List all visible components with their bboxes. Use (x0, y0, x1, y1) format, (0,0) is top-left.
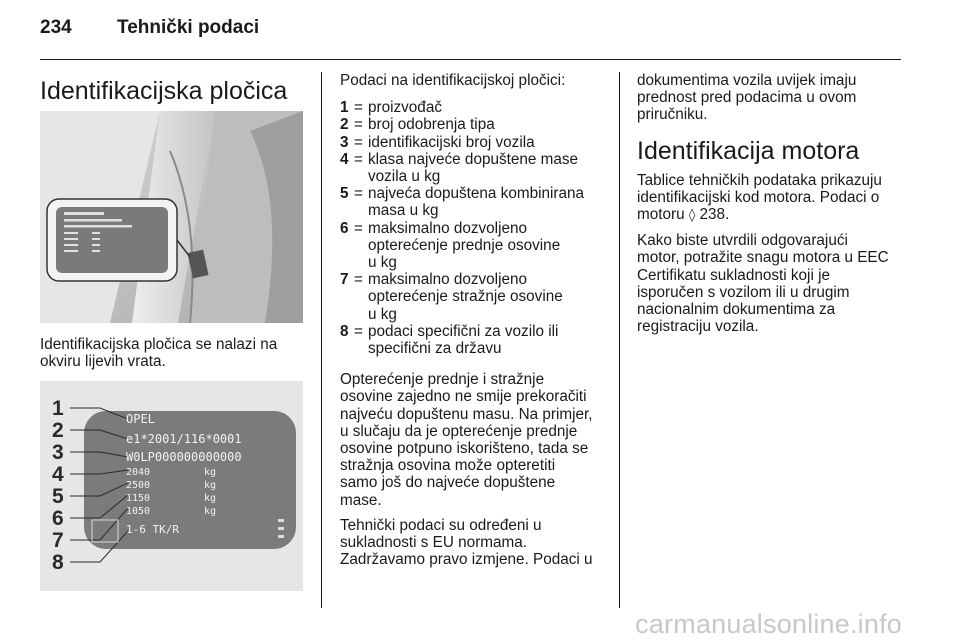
legend-number: 6 (340, 219, 349, 237)
text-line: masa u kg (368, 202, 439, 220)
watermark: carmanualsonline.info (635, 609, 902, 639)
text-line: vozila u kg (368, 168, 441, 186)
plate-row7: 1050 (126, 506, 151, 517)
axle-load-paragraph (340, 371, 608, 509)
callout-1: 1 (52, 397, 64, 420)
callout-7: 7 (52, 529, 64, 552)
eu-norms-paragraph (340, 517, 608, 569)
plate-row4: 2040 (126, 467, 151, 478)
legend-equals: = (354, 185, 363, 203)
text-line: Tehnički podaci su određeni u (340, 516, 542, 534)
legend-number: 1 (340, 99, 349, 117)
text-line: registraciju vozila. (637, 318, 759, 336)
text-line: isporučen s vozilom ili u drugim (637, 283, 850, 301)
legend-text (368, 271, 608, 323)
plate-type-approval: e1*2001/116*0001 (126, 432, 242, 446)
engine-power-paragraph (637, 232, 909, 335)
legend-equals: = (354, 219, 363, 237)
legend-item-2 (340, 116, 608, 133)
legend-number: 5 (340, 185, 349, 203)
plate-brand: OPEL (126, 412, 155, 426)
text-line: podaci specifični za vozilo ili (368, 322, 559, 340)
legend-text (368, 220, 608, 272)
text-line: prednost pred podacima u ovom (637, 89, 857, 107)
text-line: dokumentima vozila uvijek imaju (637, 72, 857, 89)
section-title-engine-identification: Identifikacija motora (637, 136, 860, 165)
legend-item-3 (340, 134, 608, 151)
column-2 (340, 72, 608, 568)
plate-bottom-line: 1-6 TK/R (126, 523, 179, 536)
text-line: Zadržavamo pravo izmjene. Podaci u (340, 551, 593, 569)
text-line: sukladnosti s EU normama. (340, 534, 528, 552)
text-line: maksimalno dozvoljeno (368, 219, 527, 237)
text-line: opterećenje stražnje osovine (368, 288, 563, 306)
column-divider-2 (619, 72, 620, 608)
legend-item-4 (340, 151, 608, 185)
text-line: klasa najveće dopuštene mase (368, 150, 579, 168)
legend-equals: = (354, 322, 363, 340)
text-line: osovine potpuno iskorišteno, tada se (340, 440, 589, 458)
column-3 (637, 72, 909, 335)
text-line: Certifikatu sukladnosti koji je (637, 266, 830, 284)
plate-unit-4: kg (204, 467, 217, 478)
text-line: identifikacijski broj vozila (368, 133, 535, 151)
legend-number: 3 (340, 133, 349, 151)
text-line: opterećenje prednje osovine (368, 236, 561, 254)
text-line: priručniku. (637, 106, 708, 124)
column-divider-1 (321, 72, 322, 608)
legend-intro: Podaci na identifikacijskoj pločici: (340, 72, 566, 89)
text-line: Kako biste utvrdili odgovarajući (637, 232, 848, 250)
legend-text (368, 185, 608, 219)
text-line: u kg (368, 305, 397, 323)
legend-item-5 (340, 185, 608, 219)
legend-text (368, 323, 608, 357)
plate-diagram (40, 381, 303, 591)
legend-equals: = (354, 150, 363, 168)
plate-unit-7: kg (204, 506, 217, 517)
text-line: mase. (340, 491, 382, 509)
text-line: proizvođač (368, 99, 442, 117)
legend-number: 7 (340, 271, 349, 289)
legend-equals: = (354, 99, 363, 117)
page-number: 234 (40, 17, 72, 38)
plate-vin: W0LP000000000000 (126, 450, 242, 464)
section-title-identification-plate: Identifikacijska pločica (40, 77, 288, 105)
legend-item-1 (340, 99, 608, 116)
text-line: samo još do najveće dopuštene (340, 474, 556, 492)
legend-text (368, 116, 608, 133)
legend-number: 2 (340, 116, 349, 134)
text-line: broj odobrenja tipa (368, 116, 495, 134)
text-line: maksimalno dozvoljeno (368, 271, 527, 289)
legend-item-8 (340, 323, 608, 357)
text-line: stražnja osovina može opteretiti (340, 457, 556, 475)
precedence-paragraph (637, 72, 909, 124)
callout-6: 6 (52, 507, 64, 530)
callout-3: 3 (52, 441, 64, 464)
text-line: Opterećenje prednje i stražnje (340, 371, 545, 389)
legend-text (368, 134, 608, 151)
photo-caption: Identifikacijska pločica se nalazi na okviru lijevih vrata. (40, 336, 278, 371)
legend-number: 8 (340, 322, 349, 340)
plate-unit-5: kg (204, 480, 217, 491)
legend-text (368, 99, 608, 116)
callout-5: 5 (52, 485, 64, 508)
legend-equals: = (354, 271, 363, 289)
text-line: nacionalnim dokumentima za (637, 301, 836, 319)
callout-8: 8 (52, 551, 64, 574)
plate-row6: 1150 (126, 493, 151, 504)
legend-item-6 (340, 220, 608, 272)
chapter-title: Tehnički podaci (117, 17, 260, 38)
header-divider (40, 59, 901, 60)
text-line: u kg (368, 254, 397, 272)
legend-equals: = (354, 133, 363, 151)
legend-number: 4 (340, 150, 349, 168)
text-line: najveću dopuštenu masu. Na primjer, (340, 405, 593, 423)
text-line: u slučaju da je opterećenje prednje (340, 422, 578, 440)
plate-row5: 2500 (126, 480, 151, 491)
legend-equals: = (354, 116, 363, 134)
callout-2: 2 (52, 419, 64, 442)
page-reference-icon[interactable]: ◊ (688, 208, 696, 224)
callout-4: 4 (52, 463, 64, 486)
legend-item-7 (340, 271, 608, 323)
plate-unit-6: kg (204, 493, 217, 504)
text-line: specifični za državu (368, 340, 502, 358)
text-line: najveća dopuštena kombinirana (368, 185, 585, 203)
engine-code-paragraph: Tablice tehničkih podataka prikazuju identifikacijski kod motora. Podaci o motoru ◊ 238. (637, 171, 882, 224)
text-line: motor, potražite snagu motora u EEC (637, 249, 889, 267)
legend-list (340, 99, 608, 357)
door-frame-photo (40, 111, 303, 323)
legend-text (368, 151, 608, 185)
text-line: osovine zajedno ne smije prekoračiti (340, 388, 587, 406)
